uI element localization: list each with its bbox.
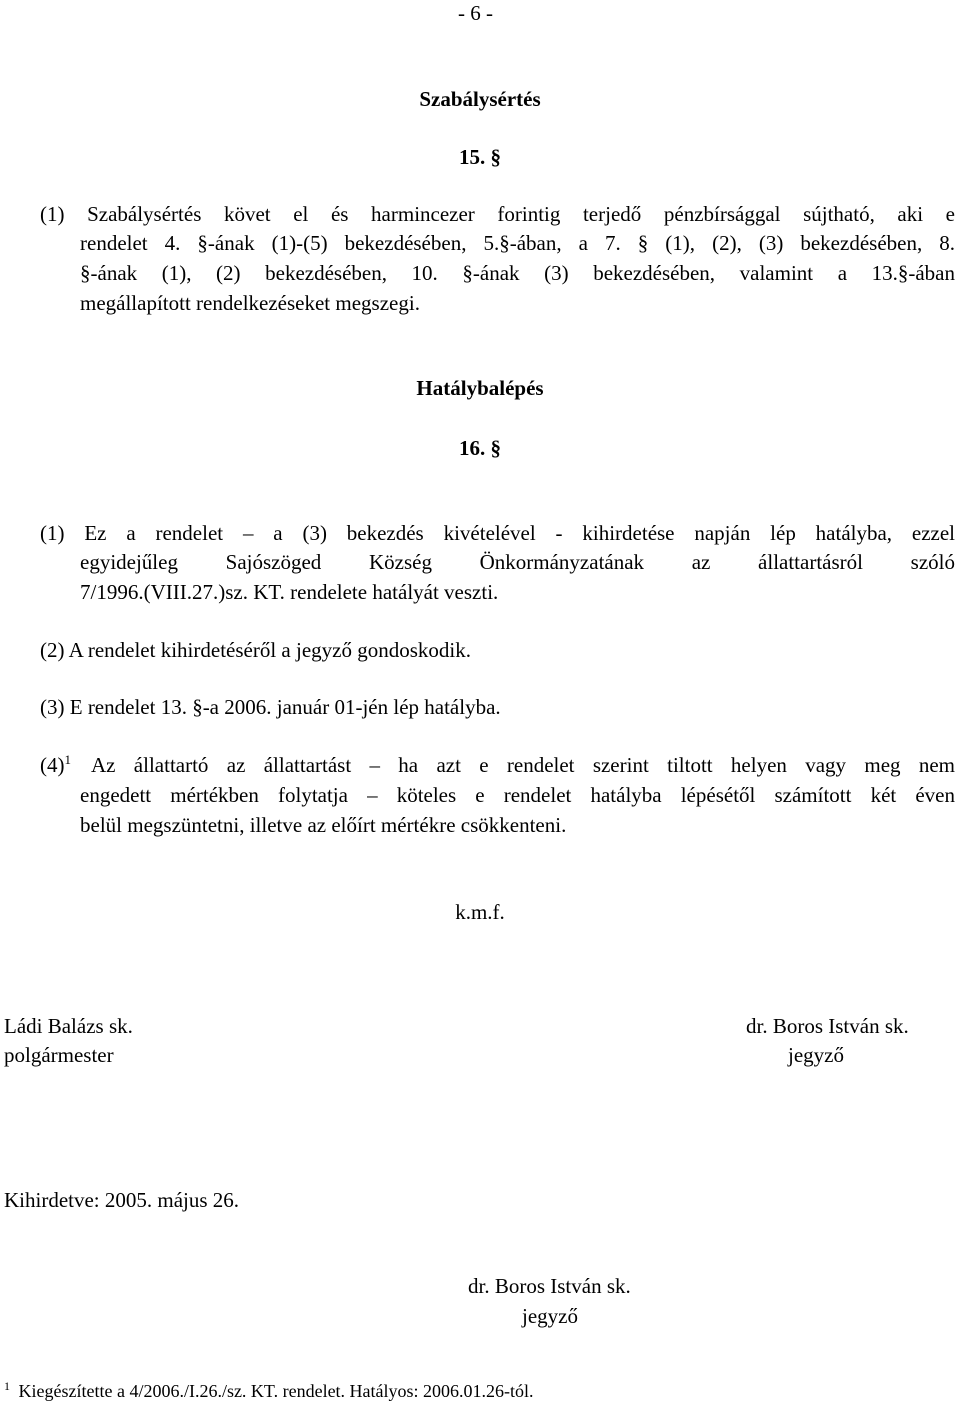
paragraph-3: (3) E rendelet 13. §-a 2006. január 01-jén lép hatályba. [40, 695, 501, 719]
promulgation-date: Kihirdetve: 2005. május 26. [4, 1188, 240, 1212]
section-heading-hatalybalepes: Hatálybalépés [416, 376, 544, 400]
paragraph-number: (4) [40, 753, 65, 777]
paragraph-line: egyidejűleg Sajószöged Község Önkormányzatának az állattartásról szóló [80, 550, 955, 574]
signature-left-name: Ládi Balázs sk. [4, 1014, 133, 1038]
paragraph-4-prefix [40, 750, 71, 780]
bottom-signature-title: jegyző [522, 1304, 578, 1328]
paragraph-line: rendelet 4. §-ának (1)-(5) bekezdésében, 5.§-ában, a 7. § (1), (2), (3) bekezdésében, 8. [80, 231, 955, 255]
footnote-text: Kiegészítette a 4/2006./I.26./sz. KT. rendelet. Hatályos: 2006.01.26-tól. [18, 1381, 534, 1401]
footnote-marker: 1 [4, 1379, 10, 1393]
paragraph-line: (1) Szabálysértés követ el és harmincezer forintig terjedő pénzbírsággal sújtható, aki e [40, 202, 955, 226]
signature-left-title: polgármester [4, 1043, 114, 1067]
section-number-16: 16. § [459, 436, 501, 460]
bottom-signature-name: dr. Boros István sk. [468, 1274, 631, 1298]
page-number: - 6 - [458, 1, 493, 25]
section-number-15: 15. § [459, 145, 501, 169]
paragraph-line: (1) Ez a rendelet – a (3) bekezdés kivételével - kihirdetése napján lép hatályba, ezzel [40, 521, 955, 545]
paragraph-line: Az állattartó az állattartást – ha azt e rendelet szerint tiltott helyen vagy meg nem [91, 753, 955, 777]
footnote [4, 1378, 534, 1404]
signature-right-title: jegyző [788, 1043, 844, 1067]
section-heading-szabalysertes: Szabálysértés [419, 87, 541, 111]
paragraph-line: 7/1996.(VIII.27.)sz. KT. rendelete hatályát veszti. [80, 580, 499, 604]
paragraph-line: belül megszüntetni, illetve az előírt mértékre csökkenteni. [80, 813, 567, 837]
footnote-reference: 1 [64, 752, 71, 767]
paragraph-line: megállapított rendelkezéseket megszegi. [80, 291, 420, 315]
paragraph-line: engedett mértékben folytatja – köteles e rendelet hatályba lépésétől számított két éven [80, 783, 955, 807]
paragraph-2: (2) A rendelet kihirdetéséről a jegyző gondoskodik. [40, 638, 471, 662]
paragraph-line: §-ának (1), (2) bekezdésében, 10. §-ának (3) bekezdésében, valamint a 13.§-ában [80, 261, 955, 285]
kmf: k.m.f. [455, 900, 505, 924]
signature-right-name: dr. Boros István sk. [746, 1014, 909, 1038]
